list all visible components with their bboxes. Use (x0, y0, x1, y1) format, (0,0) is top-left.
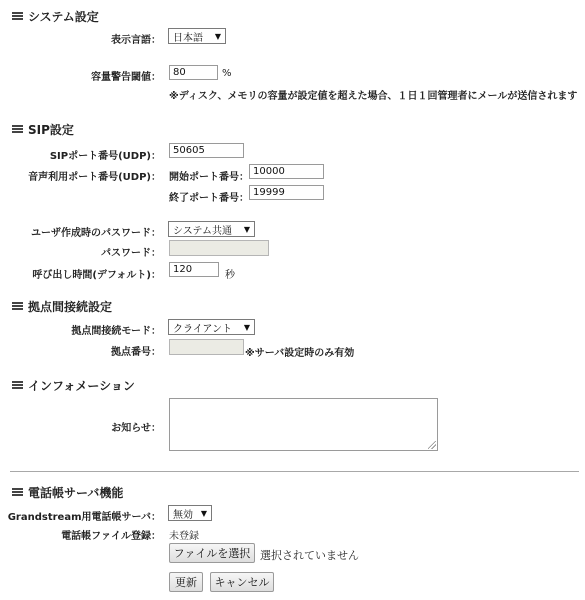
call-time-label: 呼び出し時間(デフォルト)： (32, 270, 161, 281)
menu-icon (12, 12, 23, 21)
no-file-text: 選択されていません (260, 549, 359, 562)
capacity-input[interactable]: 80 (169, 65, 218, 80)
end-port-label: 終了ポート番号： (169, 193, 249, 204)
voice-port-label: 音声利用ポート番号(UDP)： (28, 172, 161, 183)
menu-icon (12, 381, 23, 390)
site-section-title: 拠点間接続設定 (12, 298, 112, 315)
end-port-input[interactable]: 19999 (249, 185, 324, 200)
divider (10, 471, 579, 472)
password-input[interactable] (169, 240, 269, 256)
dropdown-arrow-icon: ▼ (200, 508, 207, 518)
cancel-button[interactable]: キャンセル (210, 572, 274, 592)
phonebook-section-title: 電話帳サーバ機能 (12, 484, 123, 501)
dropdown-arrow-icon: ▼ (214, 31, 221, 41)
site-number-note: ※サーバ設定時のみ有効 (245, 348, 355, 359)
notice-textarea-wrap (169, 398, 438, 451)
site-number-input[interactable] (169, 339, 244, 355)
site-number-label: 拠点番号： (111, 347, 161, 358)
system-section-title: システム設定 (12, 8, 99, 25)
call-time-input[interactable]: 120 (169, 262, 219, 277)
language-select[interactable]: 日本語 ▼ (168, 28, 226, 44)
info-section-title: インフォメーション (12, 377, 135, 394)
site-mode-select[interactable]: クライアント ▼ (168, 319, 255, 335)
update-button[interactable]: 更新 (169, 572, 203, 592)
start-port-label: 開始ポート番号： (169, 172, 249, 183)
notice-label: お知らせ： (111, 423, 161, 434)
dropdown-arrow-icon: ▼ (243, 322, 250, 332)
capacity-note: ※ディスク、メモリの容量が設定値を超えた場合、１日１回管理者にメールが送信されます (169, 91, 578, 102)
sip-section-title: SIP設定 (12, 121, 74, 138)
choose-file-button[interactable]: ファイルを選択 (169, 543, 255, 563)
menu-icon (12, 125, 23, 134)
sip-port-label: SIPポート番号(UDP)： (49, 151, 161, 162)
password-mode-select[interactable]: システム共通 ▼ (168, 221, 255, 237)
capacity-label: 容量警告閾値： (91, 72, 161, 83)
site-mode-label: 拠点間接続モード： (71, 326, 161, 337)
sip-port-input[interactable]: 50605 (169, 143, 244, 158)
menu-icon (12, 302, 23, 311)
password-label: パスワード： (101, 248, 161, 259)
grandstream-label: Grandstream用電話帳サーバ： (7, 512, 161, 523)
notice-textarea[interactable] (169, 398, 438, 451)
dropdown-arrow-icon: ▼ (243, 224, 250, 234)
call-time-unit: 秒 (225, 270, 235, 281)
start-port-input[interactable]: 10000 (249, 164, 324, 179)
menu-icon (12, 488, 23, 497)
grandstream-select[interactable]: 無効 ▼ (168, 505, 212, 521)
language-label: 表示言語： (111, 35, 161, 46)
resize-grip-icon[interactable] (428, 441, 436, 449)
phonebook-file-label: 電話帳ファイル登録： (61, 531, 161, 542)
password-mode-label: ユーザ作成時のパスワード： (31, 228, 161, 239)
capacity-unit: % (222, 68, 232, 79)
phonebook-file-status: 未登録 (169, 531, 199, 542)
